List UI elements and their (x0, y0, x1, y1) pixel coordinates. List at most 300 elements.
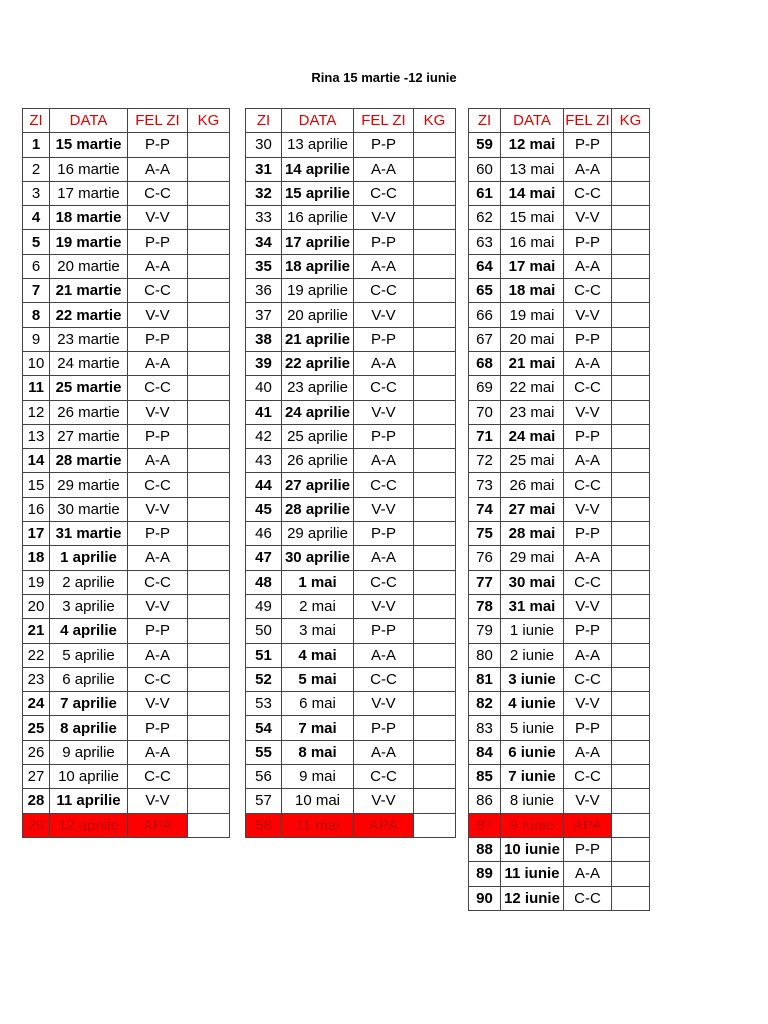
cell-zi: 68 (469, 351, 501, 375)
schedule-table-1 (22, 108, 230, 838)
cell-kg (188, 400, 230, 424)
table-row (246, 594, 456, 618)
cell-zi: 28 (23, 789, 50, 813)
cell-kg (414, 230, 456, 254)
table-row (23, 376, 230, 400)
table-row (246, 522, 456, 546)
schedule-table-3 (468, 108, 650, 911)
cell-zi: 59 (469, 133, 501, 157)
cell-data: 16 martie (50, 157, 128, 181)
cell-data: 9 mai (282, 765, 354, 789)
cell-kg (188, 522, 230, 546)
cell-zi: 63 (469, 230, 501, 254)
cell-fel-zi: C-C (564, 181, 612, 205)
cell-zi: 71 (469, 424, 501, 448)
cell-kg (612, 206, 650, 230)
cell-kg (612, 376, 650, 400)
cell-data: 8 iunie (501, 789, 564, 813)
cell-data: 2 iunie (501, 643, 564, 667)
cell-kg (188, 449, 230, 473)
cell-fel-zi: V-V (564, 692, 612, 716)
cell-kg (612, 254, 650, 278)
cell-zi: 48 (246, 570, 282, 594)
table-row (246, 740, 456, 764)
cell-data: 7 iunie (501, 765, 564, 789)
cell-fel-zi: V-V (128, 400, 188, 424)
cell-kg (188, 692, 230, 716)
cell-zi: 36 (246, 279, 282, 303)
cell-kg (612, 692, 650, 716)
cell-zi: 26 (23, 740, 50, 764)
cell-zi: 44 (246, 473, 282, 497)
cell-zi: 61 (469, 181, 501, 205)
cell-zi: 88 (469, 837, 501, 861)
cell-zi: 19 (23, 570, 50, 594)
cell-kg (612, 497, 650, 521)
header-data: DATA (282, 109, 354, 133)
cell-zi: 16 (23, 497, 50, 521)
cell-zi: 24 (23, 692, 50, 716)
table-row (23, 424, 230, 448)
cell-data: 25 aprilie (282, 424, 354, 448)
cell-data: 1 aprilie (50, 546, 128, 570)
cell-fel-zi: A-A (564, 643, 612, 667)
cell-kg (612, 716, 650, 740)
table-row (23, 351, 230, 375)
table-row (246, 813, 456, 837)
table-row (469, 740, 650, 764)
cell-fel-zi: V-V (128, 789, 188, 813)
table-row (23, 133, 230, 157)
header-data: DATA (50, 109, 128, 133)
cell-fel-zi: P-P (564, 716, 612, 740)
table-row (23, 254, 230, 278)
cell-fel-zi: P-P (564, 837, 612, 861)
cell-zi: 60 (469, 157, 501, 181)
cell-fel-zi: A-A (564, 740, 612, 764)
cell-fel-zi: C-C (354, 181, 414, 205)
cell-data: 2 mai (282, 594, 354, 618)
cell-data: 3 iunie (501, 667, 564, 691)
table-row (469, 594, 650, 618)
table-row (23, 692, 230, 716)
cell-zi: 45 (246, 497, 282, 521)
cell-data: 9 aprilie (50, 740, 128, 764)
cell-kg (414, 522, 456, 546)
cell-zi: 70 (469, 400, 501, 424)
cell-kg (612, 522, 650, 546)
cell-zi: 37 (246, 303, 282, 327)
table-row (23, 546, 230, 570)
table-row (23, 327, 230, 351)
cell-fel-zi: A-A (354, 254, 414, 278)
cell-zi: 30 (246, 133, 282, 157)
table-row (246, 157, 456, 181)
cell-fel-zi: P-P (354, 424, 414, 448)
table-row (246, 279, 456, 303)
table-row (469, 206, 650, 230)
cell-data: 8 aprilie (50, 716, 128, 740)
cell-kg (414, 667, 456, 691)
table-row (246, 570, 456, 594)
cell-kg (188, 254, 230, 278)
cell-data: 28 mai (501, 522, 564, 546)
table-row (469, 716, 650, 740)
cell-zi: 53 (246, 692, 282, 716)
cell-data: 6 mai (282, 692, 354, 716)
cell-zi: 54 (246, 716, 282, 740)
cell-kg (612, 351, 650, 375)
cell-fel-zi: P-P (564, 133, 612, 157)
table-row (246, 497, 456, 521)
cell-data: 21 aprilie (282, 327, 354, 351)
cell-zi: 75 (469, 522, 501, 546)
cell-data: 9 iunie (501, 813, 564, 837)
cell-data: 21 mai (501, 351, 564, 375)
cell-fel-zi: P-P (354, 522, 414, 546)
cell-fel-zi: A-A (354, 449, 414, 473)
cell-fel-zi: P-P (128, 133, 188, 157)
table-row (23, 716, 230, 740)
cell-zi: 65 (469, 279, 501, 303)
cell-fel-zi: P-P (564, 230, 612, 254)
cell-fel-zi: C-C (128, 473, 188, 497)
cell-zi: 22 (23, 643, 50, 667)
cell-zi: 40 (246, 376, 282, 400)
cell-kg (612, 303, 650, 327)
table-row (469, 449, 650, 473)
table-row (246, 546, 456, 570)
cell-fel-zi: A-A (564, 546, 612, 570)
table-row (469, 327, 650, 351)
cell-kg (612, 789, 650, 813)
cell-fel-zi: A-A (128, 351, 188, 375)
cell-fel-zi: C-C (564, 376, 612, 400)
cell-data: 11 iunie (501, 862, 564, 886)
cell-kg (188, 594, 230, 618)
cell-fel-zi: C-C (128, 181, 188, 205)
table-row (246, 351, 456, 375)
table-row (246, 449, 456, 473)
cell-zi: 46 (246, 522, 282, 546)
cell-fel-zi: P-P (128, 716, 188, 740)
cell-fel-zi: P-P (564, 424, 612, 448)
cell-kg (612, 449, 650, 473)
cell-zi: 47 (246, 546, 282, 570)
cell-fel-zi: P-P (354, 619, 414, 643)
cell-kg (188, 740, 230, 764)
cell-fel-zi: C-C (564, 667, 612, 691)
table-row (23, 522, 230, 546)
cell-kg (188, 303, 230, 327)
cell-data: 6 aprilie (50, 667, 128, 691)
cell-fel-zi: V-V (564, 594, 612, 618)
table-row (469, 351, 650, 375)
cell-data: 31 mai (501, 594, 564, 618)
header-kg: KG (188, 109, 230, 133)
cell-kg (188, 570, 230, 594)
cell-zi: 80 (469, 643, 501, 667)
cell-fel-zi: APA (354, 813, 414, 837)
cell-zi: 14 (23, 449, 50, 473)
header-zi: ZI (246, 109, 282, 133)
cell-data: 20 aprilie (282, 303, 354, 327)
cell-kg (414, 400, 456, 424)
table-row (246, 254, 456, 278)
header-zi: ZI (23, 109, 50, 133)
cell-data: 30 martie (50, 497, 128, 521)
cell-kg (188, 716, 230, 740)
cell-data: 27 mai (501, 497, 564, 521)
cell-data: 3 aprilie (50, 594, 128, 618)
cell-zi: 58 (246, 813, 282, 837)
cell-fel-zi: P-P (354, 716, 414, 740)
table-row (23, 667, 230, 691)
cell-zi: 84 (469, 740, 501, 764)
cell-zi: 23 (23, 667, 50, 691)
cell-zi: 12 (23, 400, 50, 424)
cell-data: 25 martie (50, 376, 128, 400)
cell-data: 24 martie (50, 351, 128, 375)
cell-data: 25 mai (501, 449, 564, 473)
header-zi: ZI (469, 109, 501, 133)
cell-zi: 18 (23, 546, 50, 570)
cell-kg (612, 133, 650, 157)
cell-data: 17 mai (501, 254, 564, 278)
cell-data: 5 aprilie (50, 643, 128, 667)
cell-fel-zi: A-A (354, 157, 414, 181)
cell-fel-zi: V-V (354, 497, 414, 521)
table-row (246, 692, 456, 716)
cell-zi: 52 (246, 667, 282, 691)
table-row (469, 133, 650, 157)
cell-kg (612, 667, 650, 691)
table-row (23, 643, 230, 667)
table-row (246, 230, 456, 254)
cell-kg (188, 133, 230, 157)
cell-zi: 85 (469, 765, 501, 789)
cell-data: 19 aprilie (282, 279, 354, 303)
cell-data: 27 aprilie (282, 473, 354, 497)
cell-kg (188, 789, 230, 813)
cell-data: 26 aprilie (282, 449, 354, 473)
cell-fel-zi: C-C (564, 570, 612, 594)
cell-kg (414, 692, 456, 716)
table-row (246, 206, 456, 230)
cell-data: 15 mai (501, 206, 564, 230)
cell-zi: 7 (23, 279, 50, 303)
cell-data: 20 mai (501, 327, 564, 351)
cell-zi: 17 (23, 522, 50, 546)
cell-data: 15 martie (50, 133, 128, 157)
cell-data: 19 martie (50, 230, 128, 254)
cell-fel-zi: C-C (354, 570, 414, 594)
cell-data: 17 martie (50, 181, 128, 205)
cell-kg (414, 473, 456, 497)
cell-zi: 89 (469, 862, 501, 886)
cell-fel-zi: A-A (354, 546, 414, 570)
cell-zi: 29 (23, 813, 50, 837)
cell-kg (188, 351, 230, 375)
table-row (469, 522, 650, 546)
cell-zi: 51 (246, 643, 282, 667)
cell-zi: 8 (23, 303, 50, 327)
cell-kg (612, 424, 650, 448)
table-row (469, 813, 650, 837)
cell-kg (612, 740, 650, 764)
cell-zi: 20 (23, 594, 50, 618)
cell-fel-zi: V-V (128, 206, 188, 230)
cell-kg (612, 157, 650, 181)
header-fel-zi: FEL ZI (564, 109, 612, 133)
cell-zi: 62 (469, 206, 501, 230)
cell-data: 3 mai (282, 619, 354, 643)
cell-kg (612, 643, 650, 667)
table-row (23, 157, 230, 181)
cell-data: 22 martie (50, 303, 128, 327)
table-row (469, 279, 650, 303)
cell-zi: 32 (246, 181, 282, 205)
cell-zi: 66 (469, 303, 501, 327)
table-row (469, 400, 650, 424)
cell-fel-zi: C-C (354, 376, 414, 400)
cell-fel-zi: A-A (128, 157, 188, 181)
cell-data: 7 aprilie (50, 692, 128, 716)
table-row (23, 400, 230, 424)
table-row (469, 473, 650, 497)
cell-fel-zi: P-P (564, 327, 612, 351)
cell-fel-zi: A-A (128, 740, 188, 764)
cell-zi: 90 (469, 886, 501, 910)
table-row (469, 424, 650, 448)
cell-fel-zi: V-V (128, 303, 188, 327)
cell-kg (414, 765, 456, 789)
cell-kg (414, 813, 456, 837)
cell-data: 10 aprilie (50, 765, 128, 789)
cell-kg (612, 230, 650, 254)
table-row (23, 619, 230, 643)
cell-data: 26 martie (50, 400, 128, 424)
cell-kg (612, 813, 650, 837)
cell-data: 31 martie (50, 522, 128, 546)
table-row (23, 279, 230, 303)
cell-fel-zi: A-A (564, 449, 612, 473)
cell-fel-zi: P-P (354, 327, 414, 351)
cell-zi: 39 (246, 351, 282, 375)
cell-data: 5 iunie (501, 716, 564, 740)
table-row (246, 400, 456, 424)
cell-fel-zi: C-C (354, 765, 414, 789)
cell-data: 8 mai (282, 740, 354, 764)
table-row (469, 643, 650, 667)
cell-fel-zi: C-C (128, 765, 188, 789)
cell-zi: 33 (246, 206, 282, 230)
cell-zi: 77 (469, 570, 501, 594)
table-row (469, 619, 650, 643)
cell-kg (414, 351, 456, 375)
cell-data: 18 aprilie (282, 254, 354, 278)
cell-zi: 64 (469, 254, 501, 278)
cell-zi: 49 (246, 594, 282, 618)
cell-zi: 38 (246, 327, 282, 351)
table-row (246, 181, 456, 205)
cell-fel-zi: C-C (354, 667, 414, 691)
cell-fel-zi: A-A (128, 254, 188, 278)
table-row (246, 327, 456, 351)
cell-zi: 43 (246, 449, 282, 473)
cell-kg (414, 254, 456, 278)
cell-fel-zi: V-V (128, 692, 188, 716)
cell-zi: 67 (469, 327, 501, 351)
cell-fel-zi: P-P (354, 133, 414, 157)
cell-kg (188, 619, 230, 643)
table-row (246, 473, 456, 497)
cell-kg (612, 619, 650, 643)
cell-data: 23 mai (501, 400, 564, 424)
cell-zi: 4 (23, 206, 50, 230)
cell-data: 23 aprilie (282, 376, 354, 400)
cell-fel-zi: V-V (564, 400, 612, 424)
cell-data: 20 martie (50, 254, 128, 278)
cell-kg (188, 643, 230, 667)
cell-kg (612, 546, 650, 570)
cell-zi: 86 (469, 789, 501, 813)
cell-zi: 73 (469, 473, 501, 497)
cell-data: 12 mai (501, 133, 564, 157)
cell-data: 7 mai (282, 716, 354, 740)
cell-fel-zi: V-V (564, 789, 612, 813)
cell-zi: 1 (23, 133, 50, 157)
cell-zi: 34 (246, 230, 282, 254)
cell-fel-zi: V-V (564, 303, 612, 327)
cell-data: 22 aprilie (282, 351, 354, 375)
cell-fel-zi: V-V (564, 206, 612, 230)
cell-fel-zi: APA (564, 813, 612, 837)
table-row (23, 449, 230, 473)
table-row (23, 230, 230, 254)
cell-fel-zi: P-P (564, 619, 612, 643)
cell-zi: 25 (23, 716, 50, 740)
cell-kg (414, 497, 456, 521)
cell-fel-zi: V-V (354, 789, 414, 813)
cell-kg (612, 886, 650, 910)
cell-zi: 6 (23, 254, 50, 278)
cell-data: 28 aprilie (282, 497, 354, 521)
cell-fel-zi: C-C (128, 376, 188, 400)
cell-data: 16 mai (501, 230, 564, 254)
cell-data: 26 mai (501, 473, 564, 497)
cell-fel-zi: C-C (128, 570, 188, 594)
cell-data: 30 aprilie (282, 546, 354, 570)
cell-data: 5 mai (282, 667, 354, 691)
table-row (23, 181, 230, 205)
table-row (23, 740, 230, 764)
cell-zi: 76 (469, 546, 501, 570)
cell-zi: 69 (469, 376, 501, 400)
cell-data: 18 martie (50, 206, 128, 230)
header-row (469, 109, 650, 133)
cell-kg (612, 279, 650, 303)
cell-zi: 55 (246, 740, 282, 764)
cell-kg (612, 765, 650, 789)
cell-fel-zi: V-V (128, 497, 188, 521)
schedule-table-2 (245, 108, 456, 838)
table-row (23, 473, 230, 497)
cell-data: 11 aprilie (50, 789, 128, 813)
cell-zi: 41 (246, 400, 282, 424)
cell-fel-zi: V-V (128, 594, 188, 618)
table-row (23, 789, 230, 813)
